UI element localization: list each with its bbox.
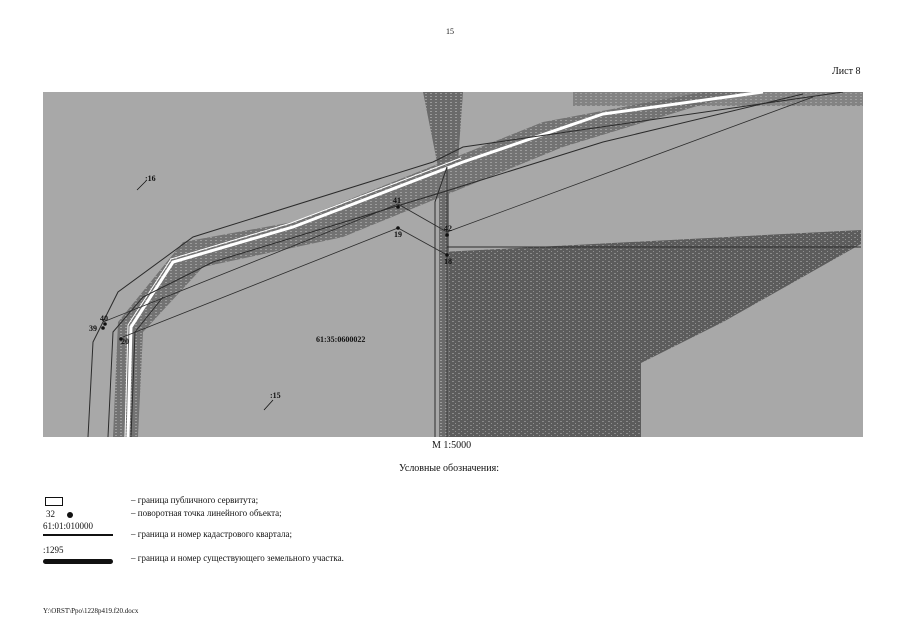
parcel-15-leader bbox=[264, 400, 273, 410]
servitude-rect-icon bbox=[45, 497, 63, 506]
point-42 bbox=[445, 233, 449, 237]
legend-text-servitude: – граница публичного сервитута; bbox=[131, 495, 259, 505]
legend-item-parcel bbox=[43, 545, 443, 565]
page-number: 15 bbox=[446, 27, 454, 36]
point-label-20: 20 bbox=[121, 337, 129, 346]
legend-item-quarter bbox=[43, 521, 443, 541]
top-road-texture bbox=[423, 92, 463, 167]
point-label-19: 19 bbox=[394, 230, 402, 239]
footer-file-path: Y:\ORST\Ppo\1228p419.f20.docx bbox=[43, 607, 139, 615]
point-label-40: 40 bbox=[100, 314, 108, 323]
point-label-18: 18 bbox=[444, 257, 452, 266]
parcel-label-15: :15 bbox=[270, 391, 281, 400]
parcel-number: :1295 bbox=[43, 545, 64, 555]
quarter-line-icon bbox=[43, 534, 113, 536]
point-label-39: 39 bbox=[89, 324, 97, 333]
map-canvas bbox=[43, 92, 863, 437]
dark-field-bottom bbox=[441, 342, 641, 437]
turn-point-number: 32 bbox=[46, 509, 55, 519]
cadastral-map bbox=[43, 92, 863, 437]
point-label-41: 41 bbox=[393, 196, 401, 205]
point-label-42: 42 bbox=[444, 224, 452, 233]
parcel-label-16: :16 bbox=[145, 174, 156, 183]
legend-text-quarter: – граница и номер кадастрового квартала; bbox=[131, 529, 293, 539]
quarter-number: 61:01:010000 bbox=[43, 521, 94, 531]
parcel-thick-line-icon bbox=[43, 559, 113, 564]
point-39 bbox=[101, 326, 105, 330]
legend-title: Условные обозначения: bbox=[399, 463, 500, 474]
legend-text-parcel: – граница и номер существующего земельного участка. bbox=[131, 553, 344, 563]
point-41 bbox=[396, 205, 400, 209]
sheet-label: Лист 8 bbox=[832, 66, 861, 77]
legend-text-turn-point: – поворотная точка линейного объекта; bbox=[131, 508, 282, 518]
map-scale: М 1:5000 bbox=[432, 440, 472, 451]
block-number-label: 61:35:0600022 bbox=[316, 335, 366, 344]
turn-point-dot-icon bbox=[67, 512, 73, 518]
